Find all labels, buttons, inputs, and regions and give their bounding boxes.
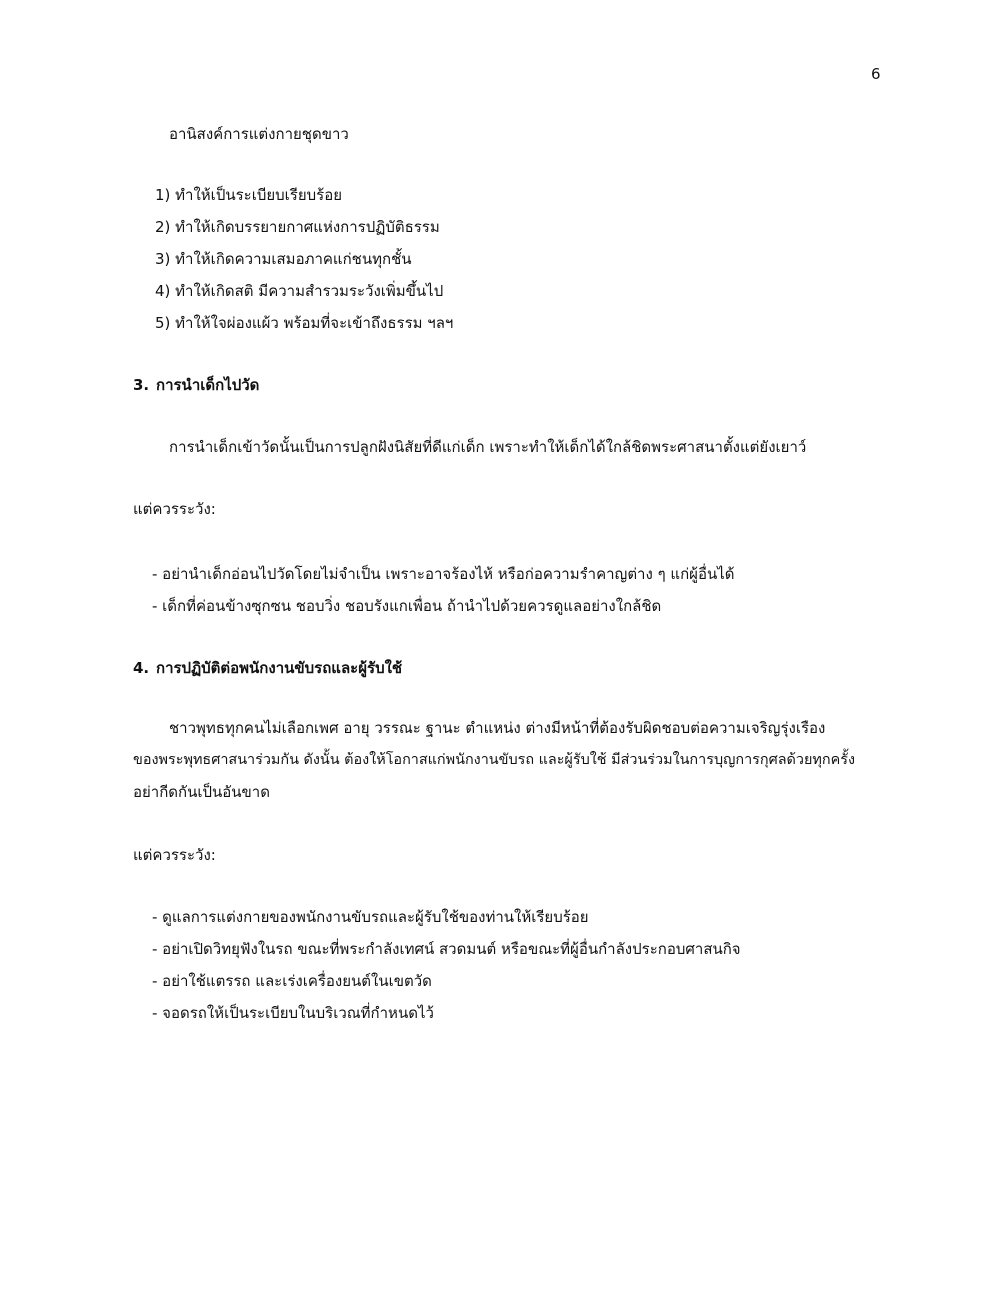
- benefit-item: 3) ทำให้เกิดความเสมอภาคแก่ชนทุกชั้น: [155, 250, 412, 268]
- section-4-bullet: - อย่าใช้แตรรถ และเร่งเครื่องยนต์ในเขตวัด: [152, 972, 432, 990]
- section-4-bullet: - จอดรถให้เป็นระเบียบในบริเวณที่กำหนดไว้: [152, 1004, 434, 1022]
- section-4-paragraph-line: อย่ากีดกันเป็นอันขาด: [133, 783, 270, 801]
- section-4-caution-label: แต่ควรระวัง:: [133, 846, 216, 864]
- benefits-heading: อานิสงค์การแต่งกายชุดขาว: [169, 125, 349, 143]
- section-3-title: การนำเด็กไปวัด: [156, 376, 260, 394]
- benefit-item: 5) ทำให้ใจผ่องแผ้ว พร้อมที่จะเข้าถึงธรรม ฯลฯ: [155, 314, 454, 332]
- section-3-caution-label: แต่ควรระวัง:: [133, 500, 216, 518]
- section-4-bullet: - อย่าเปิดวิทยุฟังในรถ ขณะที่พระกำลังเทศน์ สวดมนต์ หรือขณะที่ผู้อื่นกำลังประกอบศาสนกิจ: [152, 940, 741, 958]
- section-3-bullet: - เด็กที่ค่อนข้างซุกซน ชอบวิ่ง ชอบรังแกเพื่อน ถ้านำไปด้วยควรดูแลอย่างใกล้ชิด: [152, 597, 662, 615]
- page-number: 6: [871, 65, 881, 83]
- section-4-paragraph-line: ชาวพุทธทุกคนไม่เลือกเพศ อายุ วรรณะ ฐานะ ตำแหน่ง ต่างมีหน้าที่ต้องรับผิดชอบต่อความเจริญรุ่งเรือง: [169, 719, 826, 737]
- benefit-item: 1) ทำให้เป็นระเบียบเรียบร้อย: [155, 186, 343, 204]
- section-4-number: 4.: [133, 659, 150, 677]
- benefit-item: 2) ทำให้เกิดบรรยายกาศแห่งการปฏิบัติธรรม: [155, 218, 440, 236]
- section-3-bullet: - อย่านำเด็กอ่อนไปวัดโดยไม่จำเป็น เพราะอาจร้องไห้ หรือก่อความรำคาญต่าง ๆ แก่ผู้อื่นได้: [152, 565, 735, 583]
- section-3-number: 3.: [133, 376, 150, 394]
- section-4-title: การปฏิบัติต่อพนักงานขับรถและผู้รับใช้: [156, 659, 403, 677]
- section-4-bullet: - ดูแลการแต่งกายของพนักงานขับรถและผู้รับใช้ของท่านให้เรียบร้อย: [152, 908, 589, 926]
- section-3-paragraph: การนำเด็กเข้าวัดนั้นเป็นการปลูกฝังนิสัยที่ดีแก่เด็ก เพราะทำให้เด็กได้ใกล้ชิดพระศาสนาตั้งแต่ยังเยาว์: [169, 438, 807, 456]
- benefit-item: 4) ทำให้เกิดสติ มีความสำรวมระวังเพิ่มขึ้นไป: [155, 282, 444, 300]
- section-4-paragraph-line: ของพระพุทธศาสนาร่วมกัน ดังนั้น ต้องให้โอกาสแก่พนักงานขับรถ และผู้รับใช้ มีส่วนร่วมในการบุญการกุศลด้วยทุกครั้ง: [133, 752, 855, 768]
